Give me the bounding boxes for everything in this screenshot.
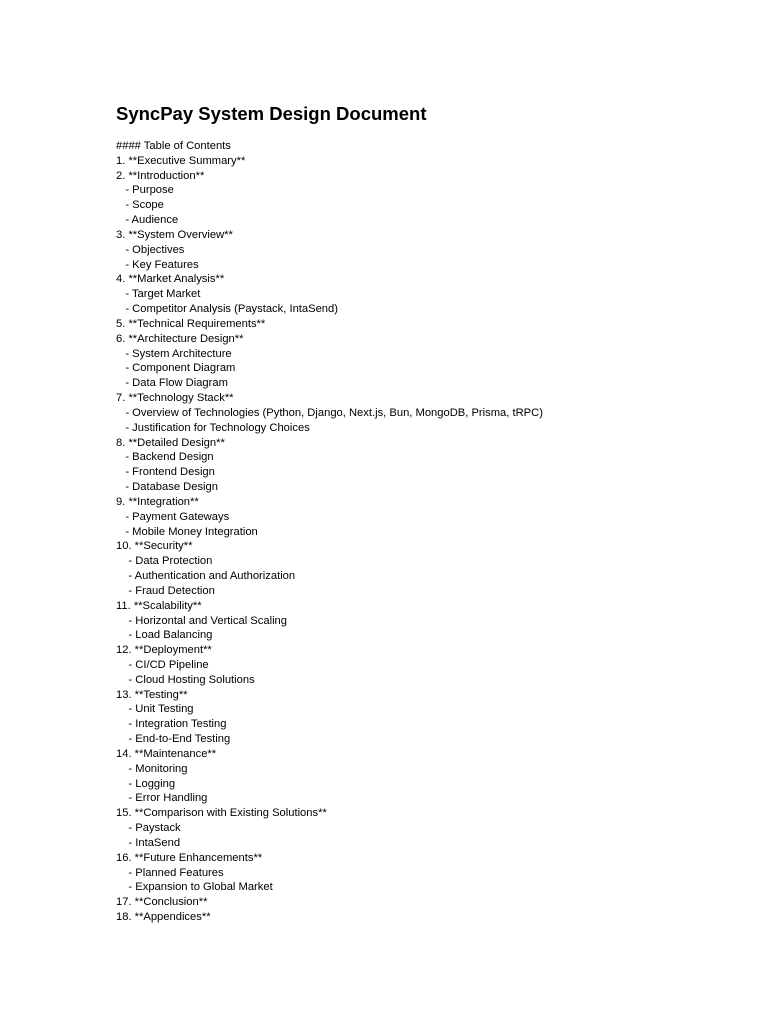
toc-line: 1. **Executive Summary** bbox=[116, 154, 246, 167]
toc-line: - Data Protection bbox=[116, 555, 213, 568]
toc-line: - Key Features bbox=[116, 258, 199, 271]
toc-line: - Overview of Technologies (Python, Django, Next.js, Bun, MongoDB, Prisma, tRPC) bbox=[116, 406, 543, 419]
toc-line: - Planned Features bbox=[116, 866, 224, 879]
toc-line: - System Architecture bbox=[116, 347, 232, 360]
toc-line: - Scope bbox=[116, 199, 164, 212]
toc-line: - End-to-End Testing bbox=[116, 733, 231, 746]
toc-line: - Expansion to Global Market bbox=[116, 881, 273, 894]
toc-line: - Target Market bbox=[116, 288, 201, 301]
toc-line: - Authentication and Authorization bbox=[116, 570, 296, 583]
toc-line: 12. **Deployment** bbox=[116, 644, 212, 657]
toc-line: 8. **Detailed Design** bbox=[116, 436, 225, 449]
toc-line: - Paystack bbox=[116, 822, 181, 835]
toc-line: - Competitor Analysis (Paystack, IntaSend) bbox=[116, 303, 338, 316]
toc-line: 2. **Introduction** bbox=[116, 169, 205, 182]
toc-line: 13. **Testing** bbox=[116, 688, 188, 701]
toc-line: - CI/CD Pipeline bbox=[116, 658, 209, 671]
toc-line: 17. **Conclusion** bbox=[116, 896, 208, 909]
toc-line: - Component Diagram bbox=[116, 362, 236, 375]
toc-line: - Fraud Detection bbox=[116, 584, 215, 597]
toc-line: 5. **Technical Requirements** bbox=[116, 317, 266, 330]
toc-line: - Audience bbox=[116, 214, 179, 227]
toc-line: - Frontend Design bbox=[116, 466, 215, 479]
toc-line: - Payment Gateways bbox=[116, 510, 230, 523]
toc-line: - Integration Testing bbox=[116, 718, 227, 731]
toc-line: - Objectives bbox=[116, 243, 185, 256]
document-page bbox=[116, 102, 736, 925]
toc-line: 7. **Technology Stack** bbox=[116, 392, 234, 405]
toc-line: 10. **Security** bbox=[116, 540, 193, 553]
toc-line: - Database Design bbox=[116, 481, 218, 494]
toc-line: 14. **Maintenance** bbox=[116, 747, 217, 760]
toc-line: - Load Balancing bbox=[116, 629, 213, 642]
toc-line: 4. **Market Analysis** bbox=[116, 273, 225, 286]
document-title: SyncPay System Design Document bbox=[116, 103, 427, 124]
toc-line: 18. **Appendices** bbox=[116, 911, 211, 924]
toc-line: 11. **Scalability** bbox=[116, 599, 202, 612]
toc-line: - Purpose bbox=[116, 184, 174, 197]
toc-line: 15. **Comparison with Existing Solutions** bbox=[116, 807, 327, 820]
toc-line: - Monitoring bbox=[116, 762, 188, 775]
toc-line: - IntaSend bbox=[116, 836, 181, 849]
toc-line: - Data Flow Diagram bbox=[116, 377, 228, 390]
toc-heading: #### Table of Contents bbox=[116, 140, 231, 152]
toc-line: 16. **Future Enhancements** bbox=[116, 851, 263, 864]
toc-line: - Justification for Technology Choices bbox=[116, 421, 310, 434]
toc-line: - Horizontal and Vertical Scaling bbox=[116, 614, 288, 627]
toc-line: - Cloud Hosting Solutions bbox=[116, 673, 255, 686]
toc-line: - Error Handling bbox=[116, 792, 208, 805]
toc-line: 9. **Integration** bbox=[116, 495, 199, 508]
toc-line: - Backend Design bbox=[116, 451, 214, 464]
toc-line: - Unit Testing bbox=[116, 703, 194, 716]
toc-line: 6. **Architecture Design** bbox=[116, 332, 244, 345]
table-of-contents bbox=[116, 139, 736, 925]
toc-line: 3. **System Overview** bbox=[116, 228, 233, 241]
toc-line: - Mobile Money Integration bbox=[116, 525, 258, 538]
toc-line: - Logging bbox=[116, 777, 176, 790]
